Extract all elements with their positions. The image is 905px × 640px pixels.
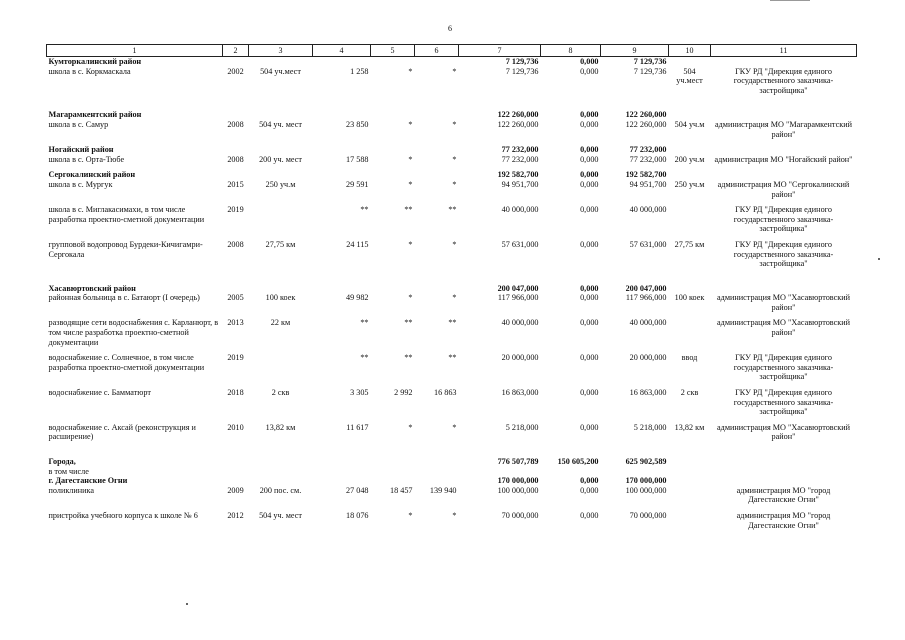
cell-c5 — [371, 457, 415, 467]
cell-c3: 504 уч.мест — [260, 66, 301, 76]
cell-c8: 0,000 — [580, 239, 599, 249]
cell-c10 — [669, 476, 711, 486]
cell-c3: 250 уч.м — [265, 179, 296, 189]
table-row — [47, 511, 857, 530]
cell-c8: 0,000 — [580, 422, 599, 432]
header-cell-7: 7 — [459, 45, 541, 57]
cell-c3 — [249, 353, 313, 382]
cell-c2 — [223, 467, 249, 477]
cell-c9: 77 232,000 — [629, 154, 667, 164]
cell-c8: 0,000 — [580, 57, 599, 66]
cell-c3: 13,82 км — [265, 422, 296, 432]
cell-c2: 2005 — [227, 293, 244, 303]
cell-c7: 192 582,700 — [497, 170, 539, 180]
cell-c9: 117 966,000 — [625, 293, 667, 303]
cell-c7: 117 966,000 — [497, 293, 539, 303]
cell-c2 — [223, 170, 249, 180]
cell-c1: районная больница в с. Батаюрт (I очередь) — [48, 293, 200, 303]
spacer-row — [47, 448, 857, 457]
cell-c6: * — [452, 239, 457, 249]
cell-c2: 2008 — [227, 154, 244, 164]
header-cell-4: 4 — [313, 45, 371, 57]
cell-c2: 2013 — [227, 318, 244, 328]
cell-c4 — [313, 476, 371, 486]
cell-c2: 2019 — [227, 353, 244, 363]
cell-c8: 0,000 — [580, 170, 599, 180]
cell-c6: ** — [448, 205, 457, 215]
cell-c1: школа в с. Орта-Тюбе — [48, 154, 125, 164]
cell-c11: ГКУ РД "Дирекция единого государственного заказчика-застройщика" — [733, 388, 834, 417]
cell-c9: 170 000,000 — [625, 476, 667, 486]
cell-c7: 776 507,789 — [497, 457, 539, 466]
cell-c6: ** — [448, 353, 457, 363]
cell-c6 — [415, 476, 459, 486]
cell-c11 — [711, 110, 857, 120]
cell-c3 — [249, 467, 313, 477]
cell-c5: 2 992 — [394, 388, 413, 398]
cell-c1: школа в с. Мургук — [48, 179, 113, 189]
cell-c1: водоснабжение с. Бамматюрт — [48, 388, 151, 398]
spacer-cell — [47, 448, 857, 457]
cell-c8: 0,000 — [580, 154, 599, 164]
cell-c9: 40 000,000 — [629, 318, 667, 328]
cell-c4: 27 048 — [345, 485, 369, 495]
cell-c2 — [223, 145, 249, 155]
cell-c11: администрация МО "Ногайский район" — [714, 154, 853, 164]
cell-c5 — [371, 467, 415, 477]
cell-c1: Сергокалинский район — [48, 170, 136, 180]
header-cell-1: 1 — [47, 45, 223, 57]
cell-c10: 100 коек — [674, 293, 705, 303]
cell-c7: 100 000,000 — [497, 485, 539, 495]
cell-c6: * — [452, 510, 457, 520]
cell-c10 — [669, 57, 711, 67]
cell-c4 — [313, 110, 371, 120]
cell-c2: 2002 — [227, 66, 244, 76]
cell-c7: 7 129,736 — [505, 66, 539, 76]
cell-c1: Магарамкентский район — [48, 110, 142, 120]
cell-c5: ** — [404, 205, 413, 215]
cell-c5 — [371, 284, 415, 294]
cell-c11: администрация МО "Хасавюртовский район" — [717, 293, 850, 312]
cell-c4 — [313, 145, 371, 155]
cell-c2 — [223, 110, 249, 120]
cell-c5: ** — [404, 318, 413, 328]
cell-c7: 200 047,000 — [497, 283, 539, 293]
cell-c7: 77 232,000 — [501, 145, 539, 155]
cell-c4 — [313, 457, 371, 467]
cell-c10 — [669, 457, 711, 467]
note-row — [47, 467, 857, 477]
cell-c9: 7 129,736 — [633, 66, 667, 76]
cell-c7: 40 000,000 — [501, 318, 539, 328]
cell-c11 — [711, 476, 857, 486]
cell-c4: 49 982 — [345, 293, 369, 303]
cell-c4 — [313, 170, 371, 180]
cell-c11: ГКУ РД "Дирекция единого государственного заказчика-застройщика" — [733, 239, 834, 269]
cell-c1: в том числе — [48, 466, 89, 476]
cell-c6 — [415, 110, 459, 120]
cell-c5: * — [408, 422, 413, 432]
cell-c9: 122 260,000 — [625, 110, 667, 120]
cell-c8: 0,000 — [580, 293, 599, 303]
cell-c11: ГКУ РД "Дирекция единого государственного заказчика-застройщика" — [733, 205, 834, 234]
page-number: 6 — [448, 24, 452, 33]
cell-c7: 5 218,000 — [505, 422, 539, 432]
table-row — [47, 318, 857, 347]
cell-c7: 57 631,000 — [501, 239, 539, 249]
scan-speck — [186, 603, 188, 605]
cell-c4: 24 115 — [346, 239, 369, 249]
header-cell-11: 11 — [711, 45, 857, 57]
cell-c8: 0,000 — [580, 318, 599, 328]
cell-c10: 2 скв — [680, 388, 699, 398]
table-row — [47, 388, 857, 417]
cell-c7: 77 232,000 — [501, 154, 539, 164]
cell-c6: * — [452, 119, 457, 129]
cell-c8: 0,000 — [580, 510, 599, 520]
cell-c5: * — [408, 119, 413, 129]
table-row — [47, 155, 857, 165]
row-gap-cell — [47, 530, 857, 536]
cell-c2: 2008 — [227, 119, 244, 129]
cell-c4: 1 258 — [350, 66, 369, 76]
cell-c6: ** — [448, 318, 457, 328]
header-cell-3: 3 — [249, 45, 313, 57]
cell-c6 — [415, 457, 459, 467]
cell-c11 — [711, 284, 857, 294]
cell-c11: ГКУ РД "Дирекция единого государственного заказчика-застройщика" — [733, 66, 834, 95]
cell-c2: 2019 — [227, 205, 244, 215]
cell-c5: * — [408, 179, 413, 189]
cell-c5: * — [408, 239, 413, 249]
cell-c8: 150 605,200 — [557, 457, 599, 466]
cell-c8: 0,000 — [580, 110, 599, 120]
top-edge-mark — [770, 0, 810, 1]
cell-c3: 22 км — [270, 318, 291, 328]
table-row — [47, 486, 857, 505]
cell-c9: 16 863,000 — [629, 388, 667, 398]
cell-c11 — [711, 57, 857, 67]
cell-c2 — [223, 57, 249, 67]
cell-c8: 0,000 — [580, 283, 599, 293]
cell-c10 — [669, 318, 711, 347]
cell-c6 — [415, 284, 459, 294]
cell-c8: 0,000 — [580, 145, 599, 155]
cell-c10: ввод — [681, 353, 698, 363]
cell-c8: 0,000 — [580, 205, 599, 215]
cell-c7: 94 951,700 — [501, 179, 539, 189]
cell-c9: 57 631,000 — [629, 239, 667, 249]
cell-c11 — [711, 145, 857, 155]
cell-c6 — [415, 467, 459, 477]
cell-c1: школа в с. Миглакасимахи, в том числе разработка проектно-сметной документации — [48, 205, 205, 224]
cell-c8: 0,000 — [580, 179, 599, 189]
cell-c3: 100 коек — [265, 293, 296, 303]
cell-c9: 20 000,000 — [629, 353, 667, 363]
cell-c8: 0,000 — [580, 485, 599, 495]
cell-c3: 504 уч. мест — [259, 510, 302, 520]
cell-c6 — [415, 57, 459, 67]
cell-c8: 0,000 — [580, 353, 599, 363]
cell-c10 — [669, 205, 711, 234]
cell-c4: 23 850 — [345, 119, 369, 129]
cell-c5: * — [408, 66, 413, 76]
cell-c5 — [371, 145, 415, 155]
cell-c7: 16 863,000 — [501, 388, 539, 398]
cell-c6: 139 940 — [429, 485, 457, 495]
cell-c3: 27,75 км — [265, 239, 296, 249]
cell-c11: администрация МО "Сергокалинский район" — [717, 179, 850, 199]
header-cell-10: 10 — [669, 45, 711, 57]
header-cell-2: 2 — [223, 45, 249, 57]
cell-c10 — [669, 467, 711, 477]
cell-c5 — [371, 57, 415, 67]
cell-c4: ** — [360, 318, 369, 328]
cell-c2: 2012 — [227, 510, 244, 520]
cell-c5: ** — [404, 353, 413, 363]
cell-c3 — [249, 457, 313, 467]
table-row — [47, 293, 857, 312]
cell-c3 — [249, 170, 313, 180]
cell-c5: * — [408, 510, 413, 520]
cell-c5 — [371, 476, 415, 486]
cell-c1: Ногайский район — [48, 145, 114, 155]
cell-c11: администрация МО "город Дагестанские Огни" — [736, 485, 831, 505]
cell-c9: 5 218,000 — [633, 422, 667, 432]
cell-c1: школа в с. Коркмаскала — [48, 66, 131, 76]
spacer-cell — [47, 101, 857, 110]
cell-c11: администрация МО "Хасавюртовский район" — [717, 422, 850, 442]
table-row — [47, 423, 857, 442]
header-cell-8: 8 — [541, 45, 601, 57]
cell-c3: 200 пос. см. — [259, 485, 302, 495]
cell-c7: 70 000,000 — [501, 510, 539, 520]
cell-c2: 2015 — [227, 179, 244, 189]
cell-c8: 0,000 — [580, 476, 599, 486]
table-row — [47, 353, 857, 382]
cell-c1: водоснабжение с. Солнечное, в том числе разработка проектно-сметной документации — [48, 353, 205, 372]
cell-c1: г. Дагестанские Огни — [48, 476, 128, 486]
cell-c11: ГКУ РД "Дирекция единого государственного заказчика-застройщика" — [733, 353, 834, 382]
cell-c3 — [249, 57, 313, 67]
cell-c4 — [313, 467, 371, 477]
group-total-row — [47, 57, 857, 67]
cell-c10: 13,82 км — [674, 422, 705, 432]
cell-c5: * — [408, 154, 413, 164]
cell-c10 — [669, 511, 711, 530]
cell-c4: 29 591 — [345, 179, 369, 189]
cell-c9: 70 000,000 — [629, 510, 667, 520]
cell-c2: 2010 — [227, 422, 244, 432]
table-row — [47, 120, 857, 139]
cell-c7: 40 000,000 — [501, 205, 539, 215]
cell-c7: 20 000,000 — [501, 353, 539, 363]
cell-c1: разводящие сети водоснабжения с. Карланюрт, в том числе разработка проектно-сметной документации — [48, 318, 219, 347]
cell-c2: 2008 — [227, 239, 244, 249]
cell-c6: * — [452, 293, 457, 303]
cell-c10 — [669, 486, 711, 505]
cell-c5 — [371, 110, 415, 120]
cell-c4: 11 617 — [346, 422, 369, 432]
cell-c3 — [249, 145, 313, 155]
spacer-row — [47, 101, 857, 110]
table-body — [47, 57, 857, 537]
cell-c11 — [711, 467, 857, 477]
cell-c11: администрация МО "город Дагестанские Огни" — [736, 510, 831, 530]
group-total-row — [47, 284, 857, 294]
spacer-cell — [47, 275, 857, 284]
cell-c4 — [313, 57, 371, 67]
group-total-row — [47, 457, 857, 467]
header-cell-5: 5 — [371, 45, 415, 57]
cell-c9: 94 951,700 — [629, 179, 667, 189]
cell-c4: 17 588 — [345, 154, 369, 164]
cell-c1: поликлиника — [48, 485, 95, 495]
cell-c6 — [415, 170, 459, 180]
cell-c1: Кумторкалинский район — [48, 57, 142, 66]
cell-c10: 27,75 км — [674, 239, 705, 249]
cell-c9: 192 582,700 — [625, 170, 667, 180]
cell-c6: * — [452, 154, 457, 164]
cell-c1: Хасавюртовский район — [48, 283, 136, 293]
cell-c1: школа в с. Самур — [48, 119, 109, 129]
cell-c6: * — [452, 66, 457, 76]
table-row — [47, 180, 857, 199]
cell-c1: групповой водопровод Бурдеки-Кичигамри-Сергокала — [48, 239, 203, 259]
table-row — [47, 67, 857, 96]
budget-table — [46, 44, 857, 536]
cell-c8: 0,000 — [580, 119, 599, 129]
cell-c7: 122 260,000 — [497, 110, 539, 120]
spacer-row — [47, 275, 857, 284]
cell-c3 — [249, 476, 313, 486]
cell-c10: 200 уч.м — [674, 154, 705, 164]
cell-c6: * — [452, 422, 457, 432]
cell-c11: администрация МО "Магарамкентский район" — [715, 119, 852, 139]
cell-c4: 18 076 — [345, 510, 369, 520]
cell-c10 — [669, 145, 711, 155]
cell-c10: 504 уч.мест — [676, 66, 703, 86]
cell-c9: 7 129,736 — [633, 57, 667, 66]
header-cell-9: 9 — [601, 45, 669, 57]
cell-c3: 200 уч. мест — [259, 154, 302, 164]
cell-c11 — [711, 457, 857, 467]
cell-c4: ** — [360, 353, 369, 363]
cell-c9: 100 000,000 — [625, 485, 667, 495]
cell-c5: 18 457 — [389, 485, 413, 495]
table-row — [47, 240, 857, 269]
group-total-row — [47, 145, 857, 155]
cell-c9: 200 047,000 — [625, 283, 667, 293]
cell-c7: 122 260,000 — [497, 119, 539, 129]
cell-c7: 170 000,000 — [497, 476, 539, 486]
cell-c10: 504 уч.м — [674, 119, 705, 129]
cell-c9: 40 000,000 — [629, 205, 667, 215]
header-cell-6: 6 — [415, 45, 459, 57]
group-total-row — [47, 476, 857, 486]
cell-c11: администрация МО "Хасавюртовский район" — [717, 318, 850, 338]
cell-c8 — [541, 467, 601, 477]
cell-c8: 0,000 — [580, 388, 599, 398]
cell-c2 — [223, 457, 249, 467]
cell-c6: 16 863 — [433, 388, 457, 398]
cell-c9: 77 232,000 — [629, 145, 667, 155]
cell-c3 — [249, 284, 313, 294]
cell-c10 — [669, 110, 711, 120]
cell-c4: 3 305 — [350, 388, 369, 398]
cell-c5 — [371, 170, 415, 180]
cell-c8: 0,000 — [580, 66, 599, 76]
cell-c2: 2009 — [227, 485, 244, 495]
cell-c9: 122 260,000 — [625, 119, 667, 129]
cell-c7: 7 129,736 — [505, 57, 539, 66]
cell-c6 — [415, 145, 459, 155]
cell-c1: водоснабжение с. Аксай (реконструкция и расширение) — [48, 422, 196, 442]
scan-speck — [878, 258, 880, 260]
cell-c2: 2018 — [227, 388, 244, 398]
cell-c9: 625 902,589 — [625, 457, 667, 466]
cell-c4 — [313, 284, 371, 294]
cell-c10 — [669, 284, 711, 294]
cell-c1: Города, — [48, 457, 76, 466]
group-total-row — [47, 110, 857, 120]
cell-c3: 504 уч. мест — [259, 119, 302, 129]
header-row — [47, 45, 857, 57]
cell-c1: пристройка учебного корпуса к школе № 6 — [48, 510, 198, 520]
cell-c4: ** — [360, 205, 369, 215]
table-row — [47, 205, 857, 234]
cell-c2 — [223, 476, 249, 486]
cell-c2 — [223, 284, 249, 294]
cell-c5: * — [408, 293, 413, 303]
cell-c9 — [601, 467, 669, 477]
cell-c10 — [669, 170, 711, 180]
cell-c10: 250 уч.м — [674, 179, 705, 189]
group-total-row — [47, 170, 857, 180]
cell-c3 — [249, 205, 313, 234]
row-gap — [47, 530, 857, 536]
cell-c3 — [249, 110, 313, 120]
cell-c6: * — [452, 179, 457, 189]
cell-c3: 2 скв — [271, 388, 290, 398]
cell-c7 — [459, 467, 541, 477]
cell-c11 — [711, 170, 857, 180]
